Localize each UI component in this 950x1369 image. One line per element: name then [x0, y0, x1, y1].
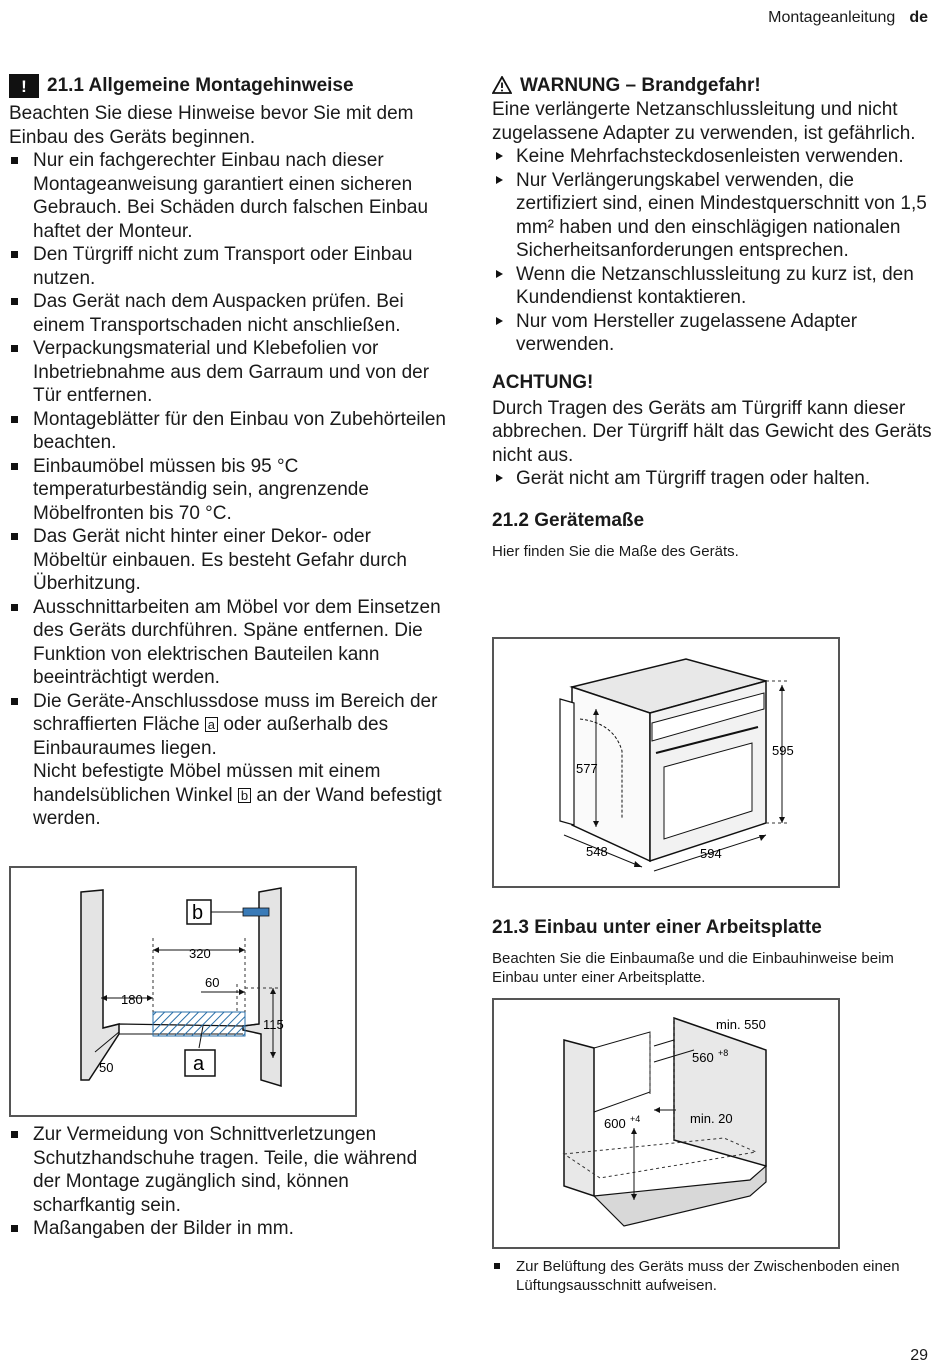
bullet-square-icon [11, 1131, 18, 1138]
list-item [492, 310, 932, 357]
list-item [492, 169, 932, 263]
list-item-text: Ausschnittarbeiten am Möbel vor dem Einsetzen des Geräts durchführen. Späne entfernen. Die Funktion von elektrischen Bauteilen kann beeinträchtigt werden. [33, 596, 441, 688]
page-header [768, 9, 928, 27]
dim-min20-label: min. 20 [690, 1111, 733, 1126]
socket-area-drawing [11, 868, 355, 1115]
list-item [9, 455, 449, 526]
dim-600-label: 600 [604, 1116, 626, 1131]
bullet-square-icon [11, 533, 18, 540]
oven-drawing [494, 639, 838, 886]
arrow-bullet-icon [496, 176, 503, 184]
caution-text: Durch Tragen des Geräts am Türgriff kann dieser abbrechen. Der Türgriff hält das Gewicht des Geräts nicht aus. [492, 397, 932, 466]
dim-115-label: 115 [263, 1017, 284, 1032]
section-title-21-3: 21.3 Einbau unter einer Arbeitsplatte [492, 917, 822, 938]
socket-text-3: Nicht befestigte Möbel müssen mit einem handelsüblichen Winkel [33, 761, 381, 806]
socket-area-diagram [9, 866, 357, 1117]
wall-bracket-icon [243, 908, 269, 916]
bullet-square-icon [11, 698, 18, 705]
arrow-bullet-icon [496, 270, 503, 278]
left-bottom-notes [9, 1123, 449, 1241]
intro-text: Beachten Sie diese Hinweise bevor Sie mit dem Einbau des Geräts beginnen. [9, 103, 414, 148]
list-item-text: Verpackungsmaterial und Klebefolien vor Inbetriebnahme aus dem Garraum und von der Tür entfernen. [33, 338, 430, 406]
dim-min550-label: min. 550 [716, 1017, 766, 1032]
list-item-text: Nur Verlängerungskabel verwenden, die zertifiziert sind, einen Mindestquerschnitt von 1,5 mm² haben und den einschlägigen nationalen Sicherheitsanforderungen entsprechen. [516, 169, 927, 261]
header-title: Montageanleitung [768, 9, 896, 26]
dim-320-label: 320 [189, 946, 211, 961]
bullet-square-icon [11, 1225, 18, 1232]
list-item-text: Keine Mehrfachsteckdosenleisten verwenden. [516, 146, 904, 167]
section-21-3-notes [492, 1257, 932, 1295]
list-item [492, 263, 932, 310]
left-column [9, 74, 449, 831]
right-column [492, 74, 932, 561]
section-21-3 [492, 916, 932, 987]
bottom-notes-list [9, 1123, 449, 1241]
bullet-square-icon [11, 157, 18, 164]
dim-595-label: 595 [772, 743, 794, 758]
list-item [9, 290, 449, 337]
dim-50-label: 50 [99, 1060, 114, 1075]
hatched-socket-area [153, 1012, 245, 1036]
dim-594-label: 594 [700, 846, 722, 861]
warning-text: Eine verlängerte Netzanschlussleitung und nicht zugelassene Adapter zu verwenden, ist gefährlich. [492, 99, 916, 144]
list-item-text: Gerät nicht am Türgriff tragen oder halten. [516, 468, 871, 489]
bullet-square-icon [11, 251, 18, 258]
bullet-square-icon [11, 416, 18, 423]
dim-577-label: 577 [576, 761, 598, 776]
warning-triangle-icon [492, 76, 512, 94]
list-item [492, 145, 932, 169]
list-item [9, 1123, 449, 1217]
socket-text-1: Die Geräte-Anschlussdose muss im Bereich der schraffierten Fläche [33, 690, 438, 735]
socket-text-4: an der Wand befestigt werden. [33, 784, 442, 829]
label-a: a [193, 1053, 205, 1075]
section-21-2-text: Hier finden Sie die Maße des Geräts. [492, 542, 739, 560]
warning-steps-list [492, 145, 932, 357]
page-number: 29 [910, 1347, 928, 1364]
list-item-text: Nur ein fachgerechter Einbau nach dieser Montageanweisung garantiert einen sicheren Gebrauch. Bei Schäden durch falschen Einbau haftet der Monteur. [33, 150, 429, 242]
arrow-bullet-icon [496, 317, 503, 325]
dim-60-label: 60 [205, 975, 220, 990]
dim-180-label: 180 [121, 992, 143, 1007]
socket-text-2: oder außerhalb des Einbauraumes liegen. [33, 714, 389, 759]
label-b: b [192, 902, 204, 924]
dim-560-label: 560 [692, 1050, 714, 1065]
list-item [9, 525, 449, 596]
bullet-square-icon [11, 345, 18, 352]
warning-icon: ! [9, 74, 39, 98]
ref-b-badge: b [238, 788, 251, 803]
list-item-text: Maßangaben der Bilder in mm. [33, 1218, 294, 1239]
dim-548-label: 548 [586, 844, 608, 859]
left-cabinet-panel [81, 890, 119, 1080]
caution-steps-list [492, 467, 932, 491]
list-item-text: Zur Belüftung des Geräts muss der Zwischenboden einen Lüftungsausschnitt aufweisen. [516, 1258, 900, 1294]
list-item-text: Wenn die Netzanschlussleitung zu kurz ist, den Kundendienst kontaktieren. [516, 263, 914, 308]
ventilation-notes-list [492, 1257, 932, 1295]
list-item [9, 149, 449, 243]
list-item-text: Den Türgriff nicht zum Transport oder Einbau nutzen. [33, 244, 413, 289]
general-notes-list [9, 149, 449, 831]
list-item [9, 1217, 449, 1241]
list-item-text: Zur Vermeidung von Schnittverletzungen Schutzhandschuhe tragen. Teile, die während der Montage zugänglich sind, können scharfkantig sein. [33, 1124, 418, 1216]
section-title-21-2: 21.2 Gerätemaße [492, 509, 645, 531]
list-item-text: Das Gerät nicht hinter einer Dekor- oder Möbeltür einbauen. Es besteht Gefahr durch Überhitzung. [33, 526, 407, 594]
undercounter-installation-diagram [492, 998, 840, 1249]
list-item [9, 243, 449, 290]
dim-560-tolerance: +8 [718, 1048, 729, 1058]
header-language: de [909, 9, 928, 26]
list-item [492, 1257, 932, 1295]
list-item-text: Nur vom Hersteller zugelassene Adapter verwenden. [516, 310, 858, 355]
list-item [492, 467, 932, 491]
list-item-text: Einbaumöbel müssen bis 95 °C temperaturbeständig sein, angrenzende Möbelfronten bis 70 °C. [33, 455, 369, 524]
caution-heading: ACHTUNG! [492, 371, 594, 393]
warning-title: WARNUNG – Brandgefahr! [520, 75, 761, 96]
bullet-square-icon [494, 1263, 500, 1269]
arrow-bullet-icon [496, 152, 503, 160]
bullet-square-icon [11, 298, 18, 305]
cabinet-drawing [494, 1000, 838, 1247]
list-item-text: Montageblätter für den Einbau von Zubehörteilen beachten. [33, 408, 446, 453]
dim-600-tolerance: +4 [630, 1114, 641, 1124]
list-item-text: Das Gerät nach dem Auspacken prüfen. Bei einem Transportschaden nicht anschließen. [33, 291, 404, 336]
list-item [9, 596, 449, 690]
bullet-square-icon [11, 463, 18, 470]
section-21-3-text: Beachten Sie die Einbaumaße und die Einbauhinweise beim Einbau unter einer Arbeitsplatte. [492, 950, 894, 986]
section-title-21-1 [9, 74, 449, 98]
arrow-bullet-icon [496, 474, 503, 482]
ref-a-badge: a [205, 717, 218, 732]
warning-heading [492, 74, 932, 98]
right-cabinet-panel [243, 888, 281, 1086]
section-title-text: 21.1 Allgemeine Montagehinweise [47, 75, 354, 96]
bullet-square-icon [11, 604, 18, 611]
list-item [9, 337, 449, 408]
appliance-dimensions-diagram [492, 637, 840, 888]
list-item [9, 690, 449, 831]
list-item [9, 408, 449, 455]
